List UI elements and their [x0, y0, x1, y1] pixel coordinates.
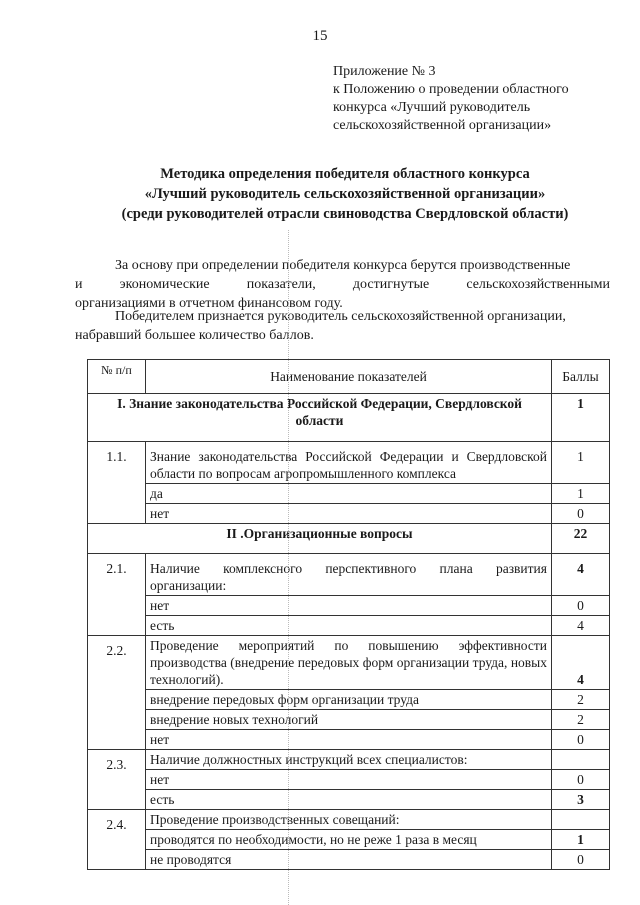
row-number: 2.4. — [88, 810, 146, 870]
table-row — [88, 616, 610, 636]
appendix-line: Приложение № 3 — [333, 64, 436, 79]
table-row — [88, 504, 610, 524]
table-row — [88, 850, 610, 870]
criterion-points — [552, 810, 610, 830]
appendix-header — [333, 63, 628, 135]
criterion-points: 1 — [552, 442, 610, 484]
criterion-points: 4 — [552, 554, 610, 596]
table-row — [88, 830, 610, 850]
table-row — [88, 596, 610, 616]
table-row — [88, 810, 610, 830]
option-label: нет — [146, 730, 552, 750]
header-points: Баллы — [552, 360, 610, 394]
paragraph-line: набравший большее количество баллов. — [75, 328, 314, 343]
section-row — [88, 524, 610, 554]
appendix-line: сельскохозяйственной организации» — [333, 118, 552, 133]
table-header-row — [88, 360, 610, 394]
page-number: 15 — [312, 28, 328, 44]
section-row — [88, 394, 610, 442]
table-row — [88, 730, 610, 750]
row-number: 2.1. — [88, 554, 146, 636]
option-points: 3 — [552, 790, 610, 810]
option-points: 2 — [552, 690, 610, 710]
table-row — [88, 770, 610, 790]
option-points: 0 — [552, 730, 610, 750]
criterion-name: Наличие комплексного перспективного плана развития организации: — [146, 554, 552, 596]
option-label: проводятся по необходимости, но не реже 1 раза в месяц — [146, 830, 552, 850]
table-row — [88, 750, 610, 770]
title-line: «Лучший руководитель сельскохозяйственной организации» — [144, 186, 546, 202]
winner-paragraph — [75, 307, 610, 345]
title-line: (среди руководителей отрасли свиноводства Свердловской области) — [121, 206, 569, 222]
appendix-line: конкурса «Лучший руководитель — [333, 100, 531, 115]
section-points: 1 — [552, 394, 610, 442]
option-points: 4 — [552, 616, 610, 636]
paragraph-line: организациями в отчетном финансовом году. — [75, 296, 343, 311]
title-line: Методика определения победителя областного конкурса — [160, 166, 530, 182]
option-points: 1 — [552, 484, 610, 504]
header-name: Наименование показателей — [146, 360, 552, 394]
criterion-name: Проведение производственных совещаний: — [146, 810, 552, 830]
table-row — [88, 554, 610, 596]
option-label: да — [146, 484, 552, 504]
criteria-table — [87, 359, 610, 870]
option-label: нет — [146, 504, 552, 524]
intro-paragraph — [75, 256, 610, 313]
criterion-name: Наличие должностных инструкций всех специалистов: — [146, 750, 552, 770]
page-fold-line — [288, 230, 289, 905]
table-row — [88, 690, 610, 710]
option-label: нет — [146, 596, 552, 616]
appendix-line: к Положению о проведении областного — [333, 82, 569, 97]
option-points: 0 — [552, 504, 610, 524]
paragraph-line: и экономические показатели, достигнутые сельскохозяйственными — [75, 277, 610, 292]
criterion-name: Знание законодательства Российской Федерации и Свердловской области по вопросам агропромышленного комплекса — [146, 442, 552, 484]
paragraph-line: Победителем признается руководитель сельскохозяйственной организации, — [115, 309, 566, 324]
row-number: 2.3. — [88, 750, 146, 810]
row-number: 1.1. — [88, 442, 146, 524]
option-points: 0 — [552, 850, 610, 870]
option-label: есть — [146, 616, 552, 636]
option-points: 2 — [552, 710, 610, 730]
option-label: внедрение новых технологий — [146, 710, 552, 730]
option-points: 0 — [552, 596, 610, 616]
option-label: нет — [146, 770, 552, 790]
table-row — [88, 636, 610, 690]
section-points: 22 — [552, 524, 610, 554]
table-row — [88, 790, 610, 810]
header-num: № п/п — [88, 360, 146, 394]
table-row — [88, 484, 610, 504]
option-points: 0 — [552, 770, 610, 790]
criterion-points — [552, 750, 610, 770]
option-points: 1 — [552, 830, 610, 850]
paragraph-line: За основу при определении победителя конкурса берутся производственные — [115, 258, 571, 273]
table-row — [88, 442, 610, 484]
criterion-name: Проведение мероприятий по повышению эффективности производства (внедрение передовых форм организации труда, новых технологий). — [146, 636, 552, 690]
section-title: I. Знание законодательства Российской Федерации, Свердловской области — [88, 394, 552, 442]
criterion-points: 4 — [552, 636, 610, 690]
document-title — [60, 164, 630, 224]
option-label: внедрение передовых форм организации труда — [146, 690, 552, 710]
row-number: 2.2. — [88, 636, 146, 750]
table-row — [88, 710, 610, 730]
option-label: есть — [146, 790, 552, 810]
section-title: II .Организационные вопросы — [88, 524, 552, 554]
option-label: не проводятся — [146, 850, 552, 870]
